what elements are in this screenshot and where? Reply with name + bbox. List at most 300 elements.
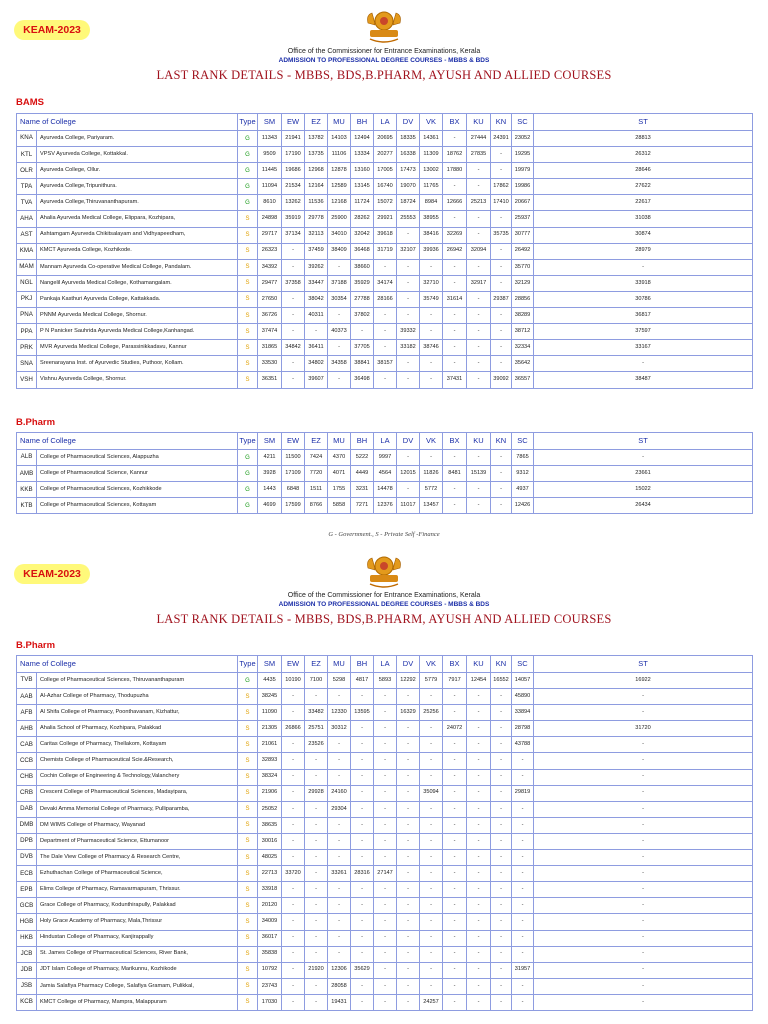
rank-cell: 4071	[328, 466, 351, 482]
rank-cell: 7271	[351, 498, 374, 514]
rank-cell: -	[328, 850, 351, 866]
rank-cell: -	[351, 994, 374, 1010]
rank-cell: -	[467, 769, 491, 785]
rank-cell: -	[534, 753, 753, 769]
self-finance-type-icon: S	[238, 291, 258, 307]
government-type-icon: G	[238, 131, 258, 147]
rank-cell: 10190	[282, 673, 305, 689]
college-name: Ahalia Ayurveda Medical College, Elippara, Kozhipara,	[37, 211, 238, 227]
rank-cell: -	[534, 450, 753, 466]
rank-cell: 12494	[351, 131, 374, 147]
college-code: EPB	[17, 882, 37, 898]
rank-cell: -	[305, 994, 328, 1010]
rank-cell: -	[351, 946, 374, 962]
rank-cell: 40311	[305, 308, 328, 324]
rank-cell: -	[282, 850, 305, 866]
self-finance-type-icon: S	[238, 930, 258, 946]
table-row	[17, 195, 753, 211]
rank-cell: 35919	[282, 211, 305, 227]
rank-cell: 32042	[351, 227, 374, 243]
rank-cell: 28646	[534, 163, 753, 179]
rank-cell: -	[491, 466, 512, 482]
self-finance-type-icon: S	[238, 785, 258, 801]
rank-cell: -	[467, 689, 491, 705]
rank-cell: -	[305, 866, 328, 882]
rank-cell: 36817	[534, 308, 753, 324]
rank-cell: 25553	[397, 211, 420, 227]
college-name: College of Pharmaceutical Sciences, Thiruvananthapuram	[37, 673, 238, 689]
rank-cell: -	[467, 721, 491, 737]
column-header-ku: KU	[467, 114, 491, 131]
rank-cell: 15022	[534, 482, 753, 498]
rank-cell: -	[420, 850, 443, 866]
table-row	[17, 482, 753, 498]
college-code: MAM	[17, 259, 37, 275]
table-header-row	[17, 114, 753, 131]
rank-cell: -	[491, 946, 512, 962]
rank-cell: 18335	[397, 131, 420, 147]
rank-cell: 13782	[305, 131, 328, 147]
college-name: Holy Grace Academy of Pharmacy, Mala,Thrissur	[37, 914, 238, 930]
self-finance-type-icon: S	[238, 227, 258, 243]
rank-cell: 38955	[420, 211, 443, 227]
college-name: DM WIMS College of Pharmacy, Wayanad	[37, 817, 238, 833]
table-row	[17, 721, 753, 737]
rank-cell: -	[305, 833, 328, 849]
rank-cell: -	[467, 753, 491, 769]
college-name: Nangelil Ayurveda Medical College, Kothamangalam.	[37, 275, 238, 291]
self-finance-type-icon: S	[238, 817, 258, 833]
rank-cell: 31614	[443, 291, 467, 307]
college-name: KMCT College of Pharmacy, Mampra, Malappuram	[37, 994, 238, 1010]
rank-cell: -	[491, 498, 512, 514]
college-code: ECB	[17, 866, 37, 882]
column-header-sm: SM	[258, 656, 282, 673]
rank-cell: -	[420, 356, 443, 372]
column-header-ez: EZ	[305, 433, 328, 450]
rank-cell: 24160	[328, 785, 351, 801]
rank-cell: 37358	[282, 275, 305, 291]
rank-cell: 23743	[258, 978, 282, 994]
rank-cell: -	[328, 689, 351, 705]
rank-cell: 33482	[305, 705, 328, 721]
rank-cell: 34010	[328, 227, 351, 243]
column-header-ew: EW	[282, 114, 305, 131]
self-finance-type-icon: S	[238, 946, 258, 962]
column-header-st: ST	[534, 114, 753, 131]
rank-cell: 38660	[351, 259, 374, 275]
column-header-ew: EW	[282, 656, 305, 673]
college-code: AHB	[17, 721, 37, 737]
college-name: College of Pharmaceutical Sciences, Alappuzha	[37, 450, 238, 466]
rank-cell: -	[443, 450, 467, 466]
rank-cell: 10792	[258, 962, 282, 978]
rank-cell: -	[374, 930, 397, 946]
rank-cell: -	[443, 962, 467, 978]
college-code: OLR	[17, 163, 37, 179]
rank-cell: 32334	[512, 340, 534, 356]
rank-cell: -	[443, 308, 467, 324]
rank-cell: -	[397, 994, 420, 1010]
rank-cell: 17599	[282, 498, 305, 514]
rank-cell: 13334	[351, 147, 374, 163]
rank-cell: 34842	[282, 340, 305, 356]
rank-cell: -	[491, 259, 512, 275]
rank-cell: -	[491, 850, 512, 866]
college-code: HGB	[17, 914, 37, 930]
rank-cell: 23052	[512, 131, 534, 147]
rank-cell: -	[534, 994, 753, 1010]
rank-cell: 19431	[328, 994, 351, 1010]
column-header-vk: VK	[420, 656, 443, 673]
rank-cell: -	[351, 737, 374, 753]
rank-cell: -	[282, 291, 305, 307]
rank-cell: -	[351, 850, 374, 866]
rank-cell: 35770	[512, 259, 534, 275]
rank-cell: 20667	[512, 195, 534, 211]
college-name: The Dale View College of Pharmacy & Research Centre,	[37, 850, 238, 866]
rank-cell: 25937	[512, 211, 534, 227]
rank-cell: 32710	[420, 275, 443, 291]
rank-cell: 38746	[420, 340, 443, 356]
rank-cell: -	[328, 898, 351, 914]
rank-cell: 12376	[374, 498, 397, 514]
self-finance-type-icon: S	[238, 211, 258, 227]
college-name: JDT Islam College of Pharmacy, Marikunnu, Kozhikode	[37, 962, 238, 978]
rank-cell: 38487	[534, 372, 753, 388]
rank-cell: 30354	[328, 291, 351, 307]
rank-cell: -	[467, 978, 491, 994]
column-header-bx: BX	[443, 114, 467, 131]
rank-cell: 4564	[374, 466, 397, 482]
rank-cell: 19295	[512, 147, 534, 163]
rank-cell: -	[420, 930, 443, 946]
bams-table	[16, 113, 753, 389]
rank-cell: 13145	[351, 179, 374, 195]
rank-cell: -	[282, 833, 305, 849]
rank-cell: -	[467, 211, 491, 227]
rank-cell: 28856	[512, 291, 534, 307]
rank-cell: -	[374, 978, 397, 994]
rank-cell: -	[397, 308, 420, 324]
rank-cell: 32917	[467, 275, 491, 291]
rank-cell: -	[443, 866, 467, 882]
rank-cell: 35735	[491, 227, 512, 243]
rank-cell: -	[282, 946, 305, 962]
rank-cell: 34358	[328, 356, 351, 372]
rank-cell: 21061	[258, 737, 282, 753]
college-code: PNA	[17, 308, 37, 324]
rank-cell: -	[491, 882, 512, 898]
rank-cell: 11309	[420, 147, 443, 163]
self-finance-type-icon: S	[238, 801, 258, 817]
table-row	[17, 275, 753, 291]
rank-cell: 18762	[443, 147, 467, 163]
rank-cell: 12292	[397, 673, 420, 689]
rank-cell: -	[467, 498, 491, 514]
rank-cell: 15139	[467, 466, 491, 482]
rank-cell: -	[282, 882, 305, 898]
rank-cell: 8610	[258, 195, 282, 211]
table-row	[17, 930, 753, 946]
rank-cell: -	[397, 227, 420, 243]
government-type-icon: G	[238, 450, 258, 466]
rank-cell: 12666	[443, 195, 467, 211]
column-header-college: Name of College	[17, 114, 238, 131]
column-header-bh: BH	[351, 656, 374, 673]
rank-cell: -	[374, 914, 397, 930]
self-finance-type-icon: S	[238, 705, 258, 721]
rank-cell: 23661	[534, 466, 753, 482]
self-finance-type-icon: S	[238, 882, 258, 898]
rank-cell: -	[491, 340, 512, 356]
rank-cell: 37705	[351, 340, 374, 356]
rank-cell: -	[534, 866, 753, 882]
rank-cell: -	[443, 898, 467, 914]
rank-cell: -	[282, 914, 305, 930]
college-code: DVB	[17, 850, 37, 866]
table-row	[17, 898, 753, 914]
self-finance-type-icon: S	[238, 753, 258, 769]
rank-cell: 21305	[258, 721, 282, 737]
table-row	[17, 259, 753, 275]
college-name: Mannam Ayurveda Co-operative Medical College, Pandalam.	[37, 259, 238, 275]
college-code: GCB	[17, 898, 37, 914]
rank-cell: -	[351, 753, 374, 769]
college-name: Cochin College of Engineering & Technology,Valanchery	[37, 769, 238, 785]
rank-cell: -	[328, 340, 351, 356]
rank-cell: 3231	[351, 482, 374, 498]
table-header-row	[17, 656, 753, 673]
college-code: AHA	[17, 211, 37, 227]
self-finance-type-icon: S	[238, 914, 258, 930]
rank-cell: -	[443, 946, 467, 962]
rank-cell: 33918	[258, 882, 282, 898]
rank-cell: 19070	[397, 179, 420, 195]
college-code: PPA	[17, 324, 37, 340]
rank-cell: 14478	[374, 482, 397, 498]
rank-cell: 14057	[512, 673, 534, 689]
section-title-bpharm: B.Pharm	[16, 417, 56, 428]
college-name: Sreenarayana Inst. of Ayurvedic Studies, Puthoor, Kollam.	[37, 356, 238, 372]
rank-cell: -	[374, 898, 397, 914]
type-legend: G - Government., S - Private Self -Finance	[328, 531, 440, 538]
rank-cell: 20695	[374, 131, 397, 147]
rank-cell: -	[534, 801, 753, 817]
rank-cell: -	[467, 930, 491, 946]
column-header-ew: EW	[282, 433, 305, 450]
column-header-kn: KN	[491, 656, 512, 673]
rank-cell: -	[443, 705, 467, 721]
rank-cell: 15072	[374, 195, 397, 211]
rank-cell: 38635	[258, 817, 282, 833]
college-name: P N Panicker Sauhrida Ayurveda Medical College,Kanhangad.	[37, 324, 238, 340]
rank-cell: -	[397, 914, 420, 930]
rank-cell: -	[491, 817, 512, 833]
college-code: CCB	[17, 753, 37, 769]
rank-cell: 45890	[512, 689, 534, 705]
rank-cell: -	[491, 994, 512, 1010]
admission-subtitle: ADMISSION TO PROFESSIONAL DEGREE COURSES - MBBS & BDS	[278, 57, 490, 64]
rank-cell: -	[305, 898, 328, 914]
rank-cell: -	[534, 833, 753, 849]
college-name: Ashtamgam Ayurveda Chikitsalayam and Vidhyapeedham,	[37, 227, 238, 243]
college-name: Ayurveda College, Pariyaram.	[37, 131, 238, 147]
rank-cell: 37474	[258, 324, 282, 340]
rank-cell: -	[420, 866, 443, 882]
rank-cell: -	[491, 163, 512, 179]
keam-badge: KEAM-2023	[14, 564, 90, 584]
college-code: AFB	[17, 705, 37, 721]
rank-cell: -	[397, 769, 420, 785]
rank-cell: -	[397, 850, 420, 866]
rank-cell: 48025	[258, 850, 282, 866]
rank-cell: 33530	[258, 356, 282, 372]
rank-cell: 1755	[328, 482, 351, 498]
rank-cell: 16552	[491, 673, 512, 689]
rank-cell: -	[467, 482, 491, 498]
column-header-la: LA	[374, 433, 397, 450]
rank-cell: 38841	[351, 356, 374, 372]
table-row	[17, 131, 753, 147]
rank-cell: -	[491, 482, 512, 498]
rank-cell: -	[534, 737, 753, 753]
rank-cell: -	[282, 705, 305, 721]
rank-cell: 14361	[420, 131, 443, 147]
rank-cell: 30786	[534, 291, 753, 307]
self-finance-type-icon: S	[238, 850, 258, 866]
rank-cell: -	[491, 737, 512, 753]
college-name: Crescent College of Pharmaceutical Sciences, Madayipara,	[37, 785, 238, 801]
rank-cell: -	[351, 978, 374, 994]
rank-cell: 31720	[534, 721, 753, 737]
rank-cell: -	[443, 737, 467, 753]
rank-cell: 39262	[305, 259, 328, 275]
rank-cell: -	[397, 753, 420, 769]
rank-cell: 32113	[305, 227, 328, 243]
rank-cell: -	[491, 450, 512, 466]
rank-cell: -	[328, 737, 351, 753]
rank-cell: -	[512, 850, 534, 866]
rank-cell: -	[282, 243, 305, 259]
rank-cell: 11094	[258, 179, 282, 195]
college-code: KTB	[17, 498, 37, 514]
rank-cell: 35629	[351, 962, 374, 978]
rank-cell: 28813	[534, 131, 753, 147]
rank-cell: 32893	[258, 753, 282, 769]
rank-cell: -	[397, 930, 420, 946]
rank-cell: -	[491, 705, 512, 721]
column-header-bx: BX	[443, 656, 467, 673]
column-header-type: Type	[238, 114, 258, 131]
rank-cell: -	[351, 914, 374, 930]
rank-cell: -	[282, 994, 305, 1010]
rank-cell: 11090	[258, 705, 282, 721]
college-name: MVR Ayurveda Medical College, Parassinikkadavu, Kannur	[37, 340, 238, 356]
rank-cell: 32129	[512, 275, 534, 291]
college-name: Grace College of Pharmacy, Kodunthirapully, Palakkad	[37, 898, 238, 914]
rank-cell: -	[534, 978, 753, 994]
rank-cell: 35838	[258, 946, 282, 962]
college-code: KKB	[17, 482, 37, 498]
self-finance-type-icon: S	[238, 866, 258, 882]
rank-cell: 27788	[351, 291, 374, 307]
rank-cell: -	[467, 882, 491, 898]
rank-cell: -	[534, 785, 753, 801]
rank-cell: -	[282, 356, 305, 372]
self-finance-type-icon: S	[238, 259, 258, 275]
self-finance-type-icon: S	[238, 689, 258, 705]
rank-cell: 5772	[420, 482, 443, 498]
rank-cell: 26323	[258, 243, 282, 259]
rank-cell: -	[397, 817, 420, 833]
rank-cell: -	[282, 962, 305, 978]
rank-cell: 37431	[443, 372, 467, 388]
rank-cell: -	[351, 833, 374, 849]
rank-cell: 39607	[305, 372, 328, 388]
column-header-kn: KN	[491, 433, 512, 450]
rank-cell: 8984	[420, 195, 443, 211]
college-name: Al Shifa College of Pharmacy, Poonthavanam, Kizhattur,	[37, 705, 238, 721]
rank-cell: -	[374, 324, 397, 340]
rank-cell: -	[374, 689, 397, 705]
rank-cell: 9997	[374, 450, 397, 466]
rank-cell: -	[282, 308, 305, 324]
table-row	[17, 866, 753, 882]
rank-cell: 34009	[258, 914, 282, 930]
college-name: College of Pharmaceutical Sciences, Kottayam	[37, 498, 238, 514]
college-name: Jamia Salafiya Pharmacy College, Salafiya Gramam, Pulikkal,	[37, 978, 238, 994]
rank-cell: 7865	[512, 450, 534, 466]
government-type-icon: G	[238, 163, 258, 179]
rank-cell: 24391	[491, 131, 512, 147]
rank-cell: -	[443, 850, 467, 866]
self-finance-type-icon: S	[238, 737, 258, 753]
rank-cell: -	[328, 769, 351, 785]
rank-cell: -	[420, 737, 443, 753]
rank-cell: -	[328, 753, 351, 769]
rank-cell: -	[305, 769, 328, 785]
college-name: Chemists College of Pharmaceutical Scie.&Research,	[37, 753, 238, 769]
rank-cell: -	[467, 163, 491, 179]
rank-cell: 33182	[397, 340, 420, 356]
table-row	[17, 753, 753, 769]
rank-cell: -	[467, 801, 491, 817]
rank-cell: 40373	[328, 324, 351, 340]
column-header-mu: MU	[328, 433, 351, 450]
rank-cell: 25900	[328, 211, 351, 227]
rank-cell: 37597	[534, 324, 753, 340]
rank-cell: -	[328, 308, 351, 324]
rank-cell: -	[443, 801, 467, 817]
rank-cell: 7720	[305, 466, 328, 482]
table-row	[17, 914, 753, 930]
rank-cell: -	[282, 930, 305, 946]
rank-cell: -	[282, 737, 305, 753]
rank-cell: 36726	[258, 308, 282, 324]
rank-cell: -	[420, 308, 443, 324]
column-header-kn: KN	[491, 114, 512, 131]
rank-cell: -	[467, 833, 491, 849]
college-name: College of Pharmaceutical Sciences, Kozhikkode	[37, 482, 238, 498]
rank-cell: -	[328, 372, 351, 388]
rank-cell: -	[397, 833, 420, 849]
kerala-emblem-icon	[362, 552, 406, 592]
rank-cell: -	[534, 898, 753, 914]
rank-cell: 29778	[305, 211, 328, 227]
rank-cell: 7917	[443, 673, 467, 689]
rank-cell: 4211	[258, 450, 282, 466]
